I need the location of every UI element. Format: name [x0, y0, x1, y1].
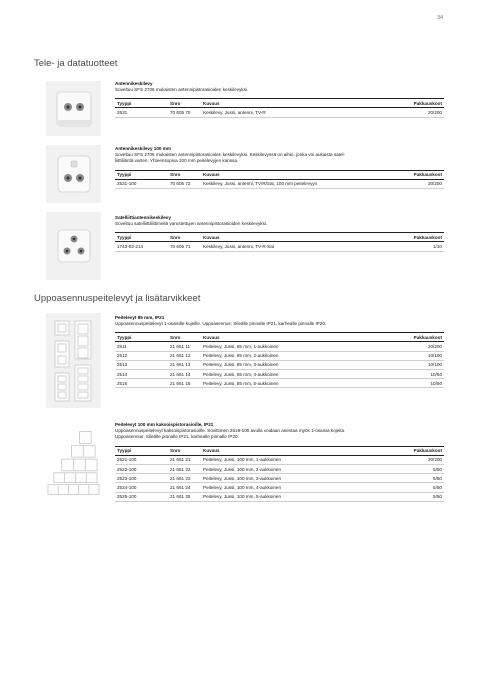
section-title: Uppoasennuspeitelevyt ja lisätarvikkeet	[34, 293, 201, 304]
product-description: Uppoasennuspeitelevyt kaksoispistorasioille. Sovittimen 2519-100 avulla voidaan asentaa myös 1-osaisia kojeita.	[115, 428, 346, 433]
cell-snro: 70 605 71	[168, 242, 201, 251]
col-header-description: Kuvaus	[201, 170, 394, 179]
col-header-type: Tyyppi	[115, 233, 168, 242]
cell-description: Keskilevy, Jussi, antenni, TV-R-Sat	[201, 242, 394, 251]
cell-description: Peitelevy, Jussi, 100 mm, 2-aukkoinen	[201, 464, 394, 473]
cell-type: 2511	[115, 342, 168, 351]
col-header-snro: Snro	[168, 446, 201, 455]
cell-type: 2512	[115, 351, 168, 360]
cell-snro: 21 661 15	[168, 379, 201, 388]
table-row	[115, 360, 444, 369]
product-cover-plates-85	[115, 315, 444, 388]
cell-type: 2525-100	[115, 492, 168, 501]
col-header-type: Tyyppi	[115, 446, 168, 455]
product-table	[115, 170, 444, 189]
product-satellite-center-plate	[115, 215, 444, 252]
cell-package: 5/50	[394, 492, 444, 501]
table-row	[115, 108, 444, 117]
col-header-snro: Snro	[168, 170, 201, 179]
product-title: Satelliittiantennikeskilevy	[115, 215, 171, 220]
section-title: Tele- ja datatuotteet	[34, 58, 118, 69]
cell-snro: 21 661 24	[168, 483, 201, 492]
product-title: Peitelevyt 85 mm, IP21	[115, 315, 165, 320]
table-row	[115, 242, 444, 251]
cell-package: 5/50	[394, 483, 444, 492]
col-header-package: Pakkauskoot	[394, 333, 444, 342]
cell-description: Peitelevy, Jussi, 100 mm, 1-aukkoinen	[201, 455, 394, 464]
cell-snro: 21 661 14	[168, 370, 201, 379]
product-table	[115, 98, 444, 117]
col-header-snro: Snro	[168, 99, 201, 108]
table-row	[115, 351, 444, 360]
col-header-description: Kuvaus	[201, 333, 394, 342]
table-row	[115, 342, 444, 351]
table-row	[115, 379, 444, 388]
product-cover-plates-100	[115, 422, 444, 502]
cell-snro: 21 661 23	[168, 474, 201, 483]
cell-snro: 21 661 13	[168, 360, 201, 369]
cell-description: Peitelevy, Jussi, 85 mm, 5-aukkoinen	[201, 379, 394, 388]
col-header-package: Pakkauskoot	[394, 233, 444, 242]
col-header-description: Kuvaus	[201, 99, 394, 108]
col-header-package: Pakkauskoot	[394, 446, 444, 455]
product-table	[115, 232, 444, 251]
table-row	[115, 483, 444, 492]
cell-snro: 21 661 22	[168, 464, 201, 473]
col-header-type: Tyyppi	[115, 333, 168, 342]
table-row	[115, 455, 444, 464]
cell-description: Peitelevy, Jussi, 100 mm, 5-aukkoinen	[201, 492, 394, 501]
product-description: Soveltuu satelliittiliittimellä varustettujen antennipistorasioiden keskilevyksi.	[115, 221, 268, 226]
col-header-package: Pakkauskoot	[394, 170, 444, 179]
cell-description: Peitelevy, Jussi, 85 mm, 1-aukkoinen	[201, 342, 394, 351]
antenna-center-plate-100-image	[46, 145, 101, 203]
cell-snro: 21 661 25	[168, 492, 201, 501]
table-row	[115, 464, 444, 473]
product-antenna-center-plate-100	[115, 146, 444, 189]
cell-package: 10/100	[394, 351, 444, 360]
cell-description: Peitelevy, Jussi, 85 mm, 4-aukkoinen	[201, 370, 394, 379]
cell-package: 20/200	[394, 179, 444, 188]
col-header-description: Kuvaus	[201, 233, 394, 242]
product-description: Soveltuu SFS 2706 mukaisten antennipistorasioiden keskilevyksi.	[115, 87, 249, 92]
cell-package: 20/200	[394, 108, 444, 117]
cover-plates-85-image	[46, 313, 101, 408]
cell-type: 1743-03-214	[115, 242, 168, 251]
cell-description: Keskilevy, Jussi, antenni, TV-R	[201, 108, 394, 117]
cell-snro: 21 661 11	[168, 342, 201, 351]
antenna-center-plate-image	[46, 81, 101, 136]
product-description: liittiliitintä varten. Yhteensopiva 100 mm peitelevyjen kanssa.	[115, 158, 239, 164]
page-number: 34	[437, 15, 444, 21]
cell-type: 2523-100	[115, 474, 168, 483]
table-row	[115, 492, 444, 501]
satellite-center-plate-image	[46, 212, 101, 280]
cell-type: 2515	[115, 379, 168, 388]
cell-type: 2513	[115, 360, 168, 369]
cell-type: 2522-100	[115, 464, 168, 473]
table-row	[115, 179, 444, 188]
product-antenna-center-plate	[115, 81, 444, 118]
cell-snro: 21 661 12	[168, 351, 201, 360]
product-title: Peitelevyt 100 mm kaksoispistorasioille, IP21	[115, 422, 214, 427]
product-title: Antennikeskilevy	[115, 81, 153, 86]
product-title: Antennikeskilevy 100 mm	[115, 146, 171, 151]
product-description: Uppoasennus: Sileälle pinnalle IP21, karhealle pinnalle IP20.	[115, 434, 239, 440]
cell-description: Keskilevy, Jussi, antenni, TV/R/Sat, 100 mm peitelevyyn	[201, 179, 394, 188]
cell-package: 10/50	[394, 370, 444, 379]
product-table	[115, 332, 444, 388]
col-header-snro: Snro	[168, 233, 201, 242]
cell-description: Peitelevy, Jussi, 100 mm, 3-aukkoinen	[201, 474, 394, 483]
cell-package: 10/100	[394, 360, 444, 369]
col-header-type: Tyyppi	[115, 99, 168, 108]
cell-description: Peitelevy, Jussi, 100 mm, 4-aukkoinen	[201, 483, 394, 492]
cell-snro: 70 605 72	[168, 179, 201, 188]
cell-type: 2514	[115, 370, 168, 379]
cell-type: 2531	[115, 108, 168, 117]
cell-package: 5/50	[394, 474, 444, 483]
product-description: Soveltuu SFS 2706 mukaisten antennipistorasioiden keskilevyksi. Keskilevyssä on aihio, jonka voi aukaista satel-	[115, 152, 346, 157]
table-row	[115, 474, 444, 483]
cell-package: 10/50	[394, 379, 444, 388]
col-header-description: Kuvaus	[201, 446, 394, 455]
col-header-package: Pakkauskoot	[394, 99, 444, 108]
cell-package: 20/200	[394, 342, 444, 351]
col-header-snro: Snro	[168, 333, 201, 342]
cell-package: 1/10	[394, 242, 444, 251]
cell-description: Peitelevy, Jussi, 85 mm, 3-aukkoinen	[201, 360, 394, 369]
cell-snro: 21 661 21	[168, 455, 201, 464]
cell-description: Peitelevy, Jussi, 85 mm, 2-aukkoinen	[201, 351, 394, 360]
cell-type: 2524-100	[115, 483, 168, 492]
product-description: Uppoasennuspeitelevyt 1-osaisille kojeille. Uppoasennus: Sileälle pinnalle IP21, karhealle pinnalle IP20.	[115, 321, 327, 326]
cover-plates-100-image	[46, 413, 101, 513]
cell-type: 2521-100	[115, 455, 168, 464]
cell-package: 20/200	[394, 455, 444, 464]
cell-snro: 70 605 70	[168, 108, 201, 117]
product-table	[115, 446, 444, 502]
cell-package: 5/50	[394, 464, 444, 473]
table-row	[115, 370, 444, 379]
col-header-type: Tyyppi	[115, 170, 168, 179]
cell-type: 2531-100	[115, 179, 168, 188]
